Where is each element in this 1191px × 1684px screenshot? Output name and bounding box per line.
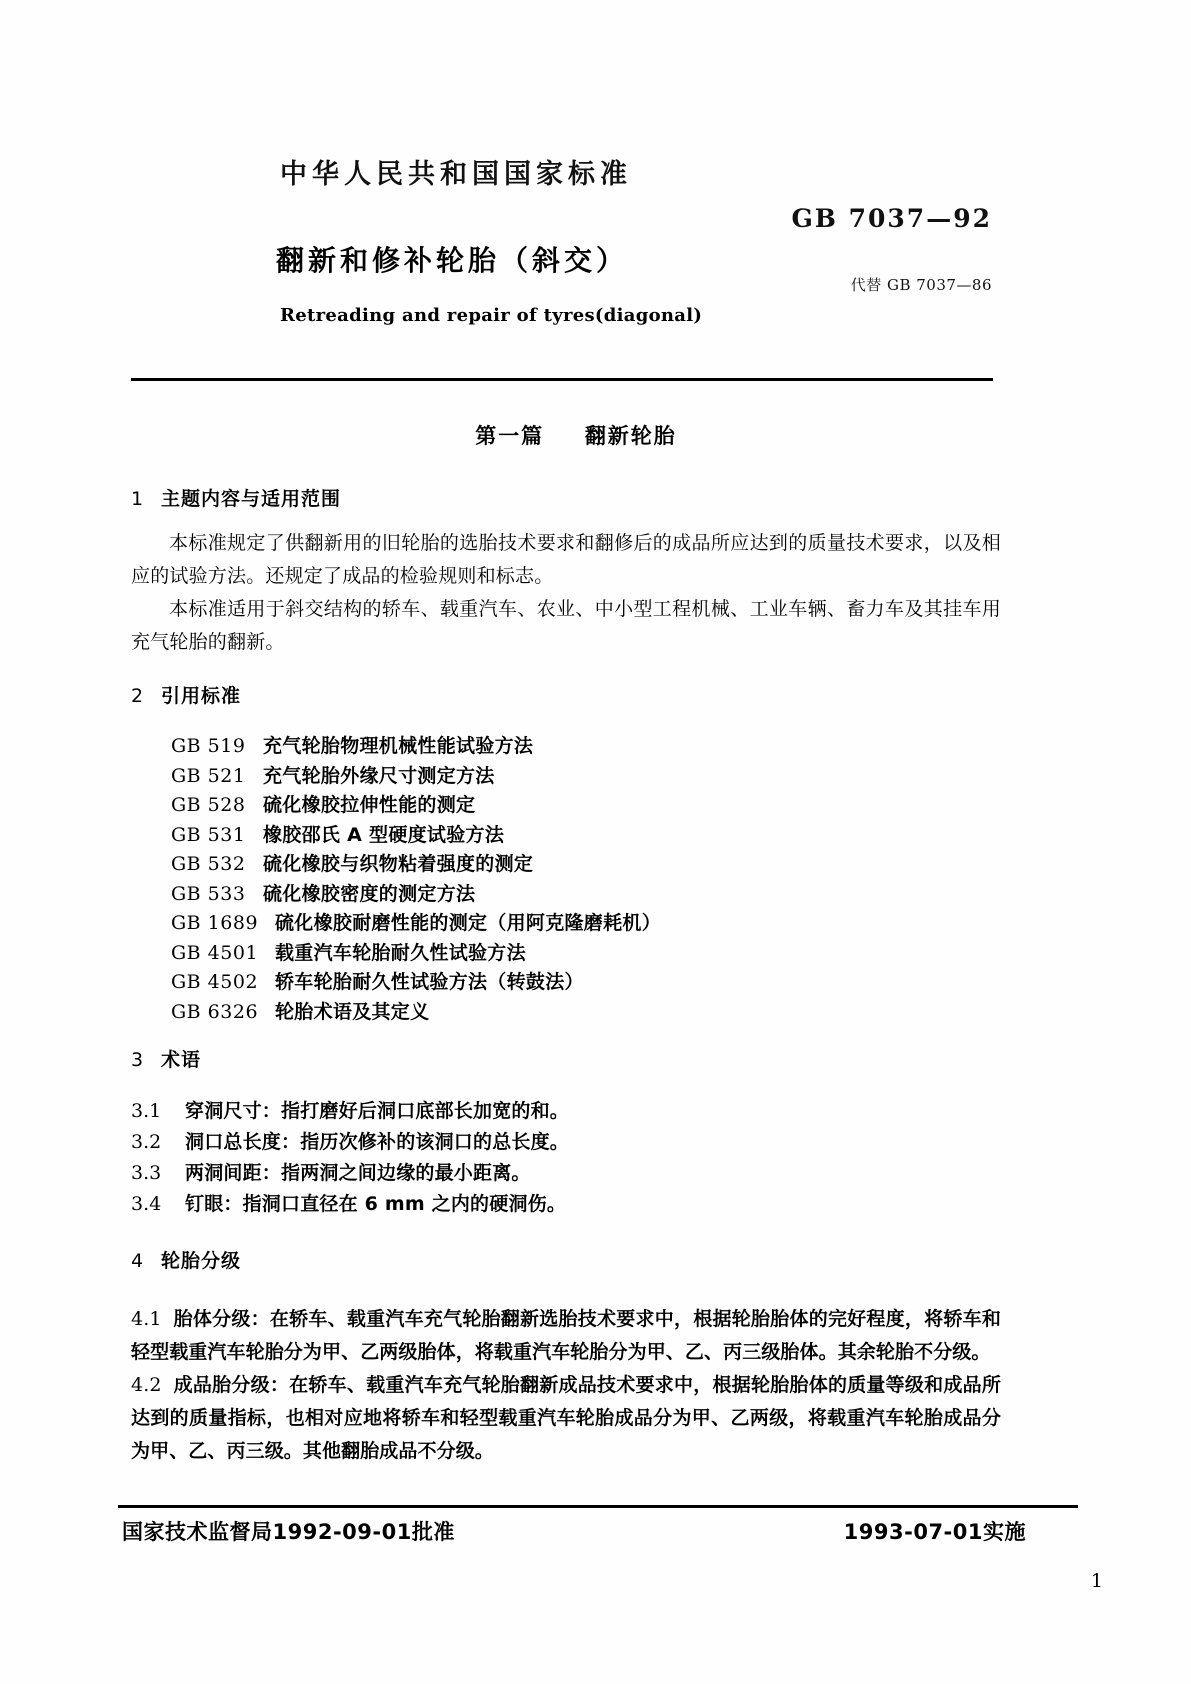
standard-name: 硫化橡胶密度的测定方法 bbox=[263, 882, 476, 905]
section-number-4: 4 bbox=[131, 1250, 145, 1272]
list-item bbox=[131, 939, 1001, 969]
standard-name: 硫化橡胶拉伸性能的测定 bbox=[263, 794, 476, 816]
list-item bbox=[131, 762, 1001, 792]
standard-code: GB 6326 bbox=[171, 1000, 259, 1023]
page-number: 1 bbox=[1090, 1570, 1103, 1592]
clause-number: 4.2 bbox=[131, 1374, 162, 1396]
term-text: 穿洞尺寸：指打磨好后洞口底部长加宽的和。 bbox=[185, 1100, 570, 1122]
document-title-chinese: 翻新和修补轮胎（斜交） bbox=[276, 244, 629, 277]
standard-name: 充气轮胎外缘尺寸测定方法 bbox=[263, 764, 495, 787]
standard-name: 载重汽车轮胎耐久性试验方法 bbox=[275, 941, 526, 964]
clause-text: 成品胎分级：在轿车、载重汽车充气轮胎翻新成品技术要求中，根据轮胎胎体的质量等级和成品所达到的质量指标，也相对应地将轿车和轻型载重汽车轮胎成品分为甲、乙两级，将载重汽车轮胎成品分为甲、乙、丙三级。其他翻胎成品不分级。 bbox=[131, 1374, 1001, 1462]
referenced-standards-list bbox=[131, 732, 1001, 1027]
list-item bbox=[131, 1127, 1001, 1158]
section-number-2: 2 bbox=[131, 685, 145, 707]
list-item bbox=[131, 880, 1001, 910]
list-item bbox=[131, 1096, 1001, 1127]
implementation-date: 1993-07-01实施 bbox=[843, 1520, 1026, 1544]
standard-code: GB 4501 bbox=[171, 941, 259, 964]
list-item bbox=[131, 998, 1001, 1028]
section-title-3: 术语 bbox=[161, 1049, 202, 1071]
standard-header bbox=[132, 152, 992, 326]
list-item bbox=[131, 968, 1001, 998]
document-title-english: Retreading and repair of tyres(diagonal) bbox=[280, 305, 703, 326]
page-footer bbox=[118, 1516, 1078, 1556]
standard-name: 轮胎术语及其定义 bbox=[275, 1000, 430, 1023]
terminology-list bbox=[131, 1096, 1001, 1220]
list-item bbox=[131, 1158, 1001, 1189]
standard-name: 硫化橡胶耐磨性能的测定（用阿克隆磨耗机） bbox=[275, 912, 662, 934]
section-1-paragraph-1: 本标准规定了供翻新用的旧轮胎的选胎技术要求和翻修后的成品所应达到的质量技术要求，以及相应的试验方法。还规定了成品的检验规则和标志。 bbox=[131, 532, 1001, 587]
standard-code: GB 531 bbox=[171, 823, 246, 846]
section-heading-2 bbox=[131, 681, 1001, 708]
issuing-organization: 中华人民共和国国家标准 bbox=[280, 159, 632, 190]
clause-4-1 bbox=[131, 1303, 1001, 1369]
standard-code: GB 1689 bbox=[171, 912, 259, 934]
section-title-1: 主题内容与适用范围 bbox=[161, 488, 342, 510]
term-text: 两洞间距：指两洞之间边缘的最小距离。 bbox=[185, 1162, 531, 1184]
section-number-3: 3 bbox=[131, 1049, 145, 1071]
term-number: 3.4 bbox=[131, 1193, 162, 1215]
standard-code: GB 533 bbox=[171, 882, 246, 905]
replaces-notice: 代替 GB 7037—86 bbox=[850, 276, 992, 294]
part-title bbox=[131, 420, 1001, 450]
section-title-4: 轮胎分级 bbox=[161, 1250, 242, 1272]
footer-divider-rule bbox=[118, 1505, 1078, 1508]
section-1-paragraph-2: 本标准适用于斜交结构的轿车、载重汽车、农业、中小型工程机械、工业车辆、畜力车及其挂车用充气轮胎的翻新。 bbox=[131, 598, 1001, 653]
list-item bbox=[131, 791, 1001, 821]
list-item bbox=[131, 909, 1001, 939]
term-text: 钉眼：指洞口直径在 6 mm 之内的硬洞伤。 bbox=[185, 1193, 567, 1215]
standard-name: 硫化橡胶与织物粘着强度的测定 bbox=[263, 853, 534, 875]
header-divider-rule bbox=[131, 378, 993, 381]
section-heading-4 bbox=[131, 1246, 1001, 1273]
standard-number: GB 7037—92 bbox=[791, 204, 992, 233]
term-number: 3.2 bbox=[131, 1131, 162, 1153]
part-name: 翻新轮胎 bbox=[584, 424, 677, 448]
list-item bbox=[131, 821, 1001, 851]
approval-statement: 国家技术监督局1992-09-01批准 bbox=[122, 1520, 455, 1544]
list-item bbox=[131, 1189, 1001, 1220]
section-heading-1 bbox=[131, 484, 1001, 511]
term-number: 3.1 bbox=[131, 1100, 162, 1122]
standard-code: GB 532 bbox=[171, 853, 246, 875]
term-text: 洞口总长度：指历次修补的该洞口的总长度。 bbox=[185, 1131, 570, 1153]
document-body bbox=[131, 420, 1001, 1468]
clause-text: 胎体分级：在轿车、载重汽车充气轮胎翻新选胎技术要求中，根据轮胎胎体的完好程度，将轿车和轻型载重汽车轮胎分为甲、乙两级胎体，将载重汽车轮胎分为甲、乙、丙三级胎体。其余轮胎不分级。 bbox=[131, 1308, 1001, 1363]
standard-code: GB 4502 bbox=[171, 971, 259, 993]
section-title-2: 引用标准 bbox=[161, 685, 242, 707]
section-heading-3 bbox=[131, 1045, 1001, 1072]
clause-4-2 bbox=[131, 1369, 1001, 1468]
standard-code: GB 528 bbox=[171, 794, 246, 816]
standard-name: 橡胶邵氏 A 型硬度试验方法 bbox=[263, 823, 505, 846]
list-item bbox=[131, 850, 1001, 880]
term-number: 3.3 bbox=[131, 1162, 162, 1184]
clause-number: 4.1 bbox=[131, 1308, 162, 1330]
list-item bbox=[131, 732, 1001, 762]
standard-code: GB 521 bbox=[171, 764, 246, 787]
standard-name: 充气轮胎物理机械性能试验方法 bbox=[263, 735, 534, 757]
section-number-1: 1 bbox=[131, 488, 145, 510]
standard-name: 轿车轮胎耐久性试验方法（转鼓法） bbox=[275, 971, 584, 993]
part-label: 第一篇 bbox=[475, 424, 545, 448]
standard-code: GB 519 bbox=[171, 735, 246, 757]
